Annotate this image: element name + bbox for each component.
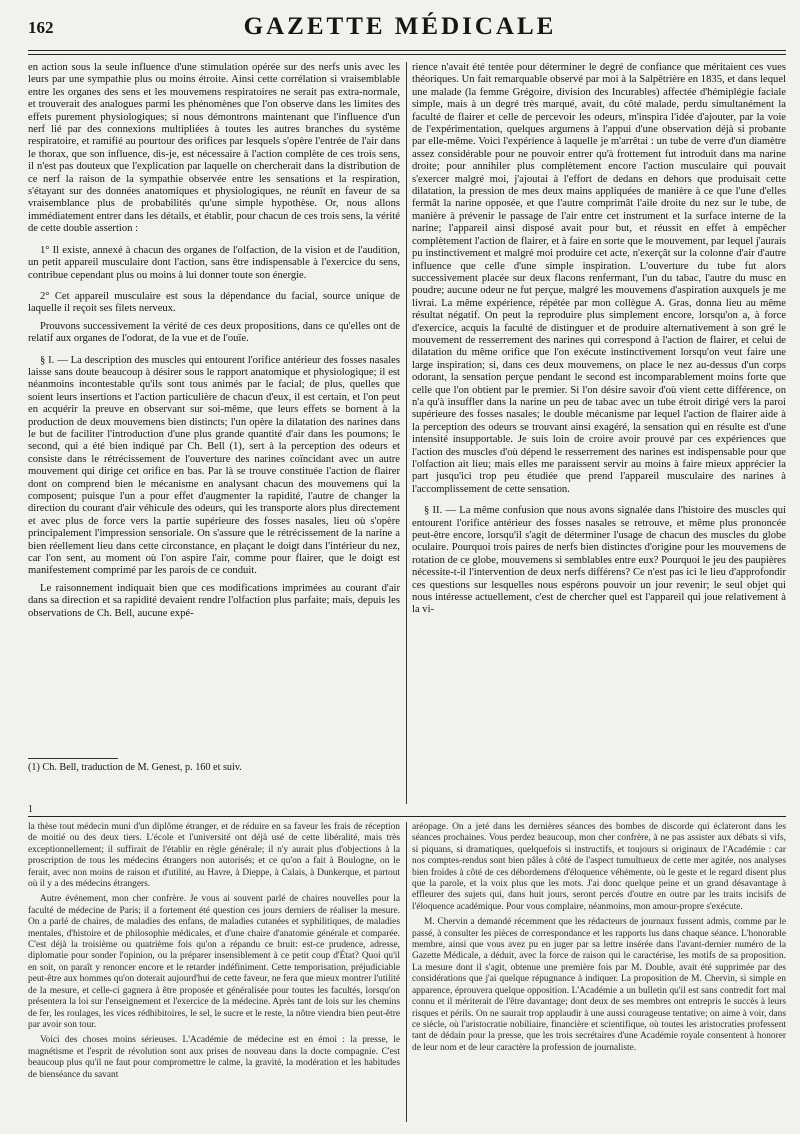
paragraph: aréopage. On a jeté dans les dernières séances des bombes de discorde qui éclateront dans les séances prochaines. Vous perdez beaucoup, mon cher confrère, à ne pas assister aux débats si vifs, si piquans, si dramatiques, quelquefois si instructifs, et toujours si originaux de l'Académie : car nos comptes-rendus sont bien pâles à côté de l'aspect tumultueux de cette mer agitée, nos analyses bien froides à côté de ces débordemens d'éloquence véhémente, où le geste et le regard disent plus que la parole, et la voix plus que les mots. J'ai donc quelque peine et un grand désavantage à effleurer des sujets qui, dans huit jours, seront percés d'outre en outre par les traits incisifs de l'éloquence académique. Pour vous complaire, néanmoins, mon amour-propre s'exécute. [412, 822, 786, 912]
paragraph: Voici des choses moins sérieuses. L'Académie de médecine est en émoi : la presse, le magnétisme et l'esprit de révolution sont aux prises de nouveau dans la docte compagnie. C'est beaucoup plus qu'il ne faut pour compromettre le calme, la gravité, la modération et les habitudes de bienséance du savant [28, 1035, 400, 1080]
paragraph: Le raisonnement indiquait bien que ces modifications imprimées au courant d'air dans sa direction et sa rapidité devaient rendre l'olfaction plus parfaite; mais, depuis les observations de Ch. Bell, aucune expé- [28, 582, 400, 619]
paragraph: Prouvons successivement la vérité de ces deux propositions, dans ce qu'elles ont de relatif aux organes de l'odorat, de la vue et de l'ouïe. [28, 320, 400, 345]
sheet-mark: 1 [28, 804, 33, 815]
paragraph: rience n'avait été tentée pour déterminer le degré de confiance que méritaient ces vues théoriques. Un fait remarquable observé par moi à la Salpêtrière en 1835, et dans lequel une malade (la femme Grégoire, division des Incurables) affectée d'hémiplégie faciale simple, mais à un degré très marqué, avait, du côté malade, perdu simultanément la faculté de flairer et celle de percevoir les odeurs, m'inspira l'idée d'ajouter, par la voie de l'expérimentation, quelques argumens à l'appui d'une observation déjà si probante par elle-même. Voici l'expérience à laquelle je m'arrêtai : un tube de verre d'un diamètre assez considérable pour ne pouvoir entrer qu'à frottement fut introduit dans ma narine droite; pour annihiler plus complètement encore l'action musculaire qui pouvait s'exercer malgré moi, j'ajoutai à l'effort de dedans en dehors que produisait cette dilatation, la pression de mes deux mains appliquées de manière à ce que l'une d'elles fermât la narine opposée, et que l'autre comprimât l'aile droite du nez sur le tube, de manière à prévenir le passage de l'air entre cet instrument et la surface interne de la narine; l'appareil ainsi disposé avait pour but, et réussit en effet à empêcher complètement l'action de flairer, et à faire en sorte que le mouvement, par lequel j'aurais pu instinctivement et malgré moi produire cet acte, n'exerçât sur la colonne d'air d'autre influence que celle d'une simple inspiration. L'ouverture du tube fut alors successivement placée sur deux flacons renfermant, l'un du tabac, l'autre du musc en poudre; aucune odeur ne fut perçue, malgré les mouvemens d'aspiration auxquels je me livrai. La même expérience, répétée par mon collègue A. Gras, donna lieu au même résultat négatif. On peut la reproduire plus simplement encore, lorsqu'on a, à force d'exercice, acquis la faculté de distinguer et de produire alternativement à son gré le mouvement de resserrement des narines qui correspond à l'action de flairer, et celui de dilatation du même orifice que l'on exécute instinctivement lorsqu'on veut faire une large inspiration; si, dans ces deux mouvemens, on place le nez au-dessus d'un corps odorant, la sensation perçue pendant le second est incomparablement moins forte que celle que l'on obtient par le premier. Si l'on désire savoir d'où vient cette différence, on n'a qu'à insuffler dans la narine un peu de tabac avec un tube étroit dirigé vers la paroi supérieure des fosses nasales; le double mécanisme par lequel l'action de flairer aide à la perception des odeurs se trouvant ainsi exagéré, la sensation qui en résulte est d'une intensité insupportable. Je suis loin de croire avoir prouvé par ces expériences que l'action des muscles d'où dépend le resserrement des narines est indispensable pour que l'olfaction ait lieu; mais elles me paraissent servir au moins à faire mieux apprécier la part jusqu'ici trop peu étudiée que prend l'appareil musculaire des narines à l'accomplissement de cette sensation. [412, 62, 786, 495]
paragraph: la thèse tout médecin muni d'un diplôme étranger, et de réduire en sa faveur les frais de réception de moitié ou des deux tiers. L'école et l'université ont déjà usé de cette libéralité, mais très exceptionnellement; il suffirait de l'établir en règle générale; il n'y aurait plus d'objections à la proscription de tous les médecins étrangers non autorisés; et ce qu'on a fait à Boulogne, on le ferait, avec non moins de raison et d'utilité, au Havre, à Dieppe, à Calais, à Dunkerque, et partout où il y a des médecins étrangers. [28, 822, 400, 890]
paragraph: en action sous la seule influence d'une stimulation opérée sur des nerfs unis avec les leurs par une sympathie plus ou moins étroite. Ainsi cette corrélation si vraisemblable entre les organes des sens et les mouvemens respiratoires ne serait pas extra-normale, et trouverait des analogues parmi les phénomènes que l'on observe dans les limites des effets purement physiologiques; si nous démontrons maintenant que l'influence d'un nerf lié par des connexions multipliées à toutes les autres branches du système respiratoire, et ramifié au pourtour des orifices par lesquels s'opère l'entrée de l'air dans le thorax, que son influence, dis-je, est nécessaire à l'action complète de ces trois sens, il n'est pas douteux que l'explication par laquelle on chercherait dans la distribution de ce nerf la raison de la sympathie observée entre les sensations et la respiration, s'étayant sur des données anatomiques et physiologiques, ne réunît en faveur de sa vraisemblance plus de probabilités qu'une simple hypothèse. Or, nous allons immédiatement entrer dans les détails, et établir, pour chacun de ces trois sens, la vérité de cette double assertion : [28, 62, 400, 235]
article-column-left [28, 62, 400, 748]
paragraph: M. Chervin a demandé récemment que les rédacteurs de journaux fussent admis, comme par le passé, à consulter les pièces de correspondance et les rapports lus dans chaque séance. L'honorable membre, ainsi que vous avez pu en juger par sa lettre insérée dans l'avant-dernier numéro de la Gazette Médicale, a déduit, avec la force de raison qui le caractérise, les motifs de sa proposition. La mesure dont il s'agit, obtenue une première fois par M. Double, avait été supprimée par des considérations que j'ai quelque répugnance à indiquer. La proposition de M. Chervin, si simple en apparence, éprouvera quelque opposition. L'Académie a un bulletin qu'il est sans contredit fort mal connu et il mériterait de l'être davantage; dont deux de ses membres ont entrepris le succès à leurs risques et périls. On ne saurait trop applaudir à une aussi courageuse tentative; on aime à voir, dans ce siècle, où l'aristocratie nobiliaire, financière et scientifique, où toutes les aristocraties professent tant de dédain pour la presse, que les trois secrétaires d'une Académie royale consentent à honorer de leur nom et de leur caractère la profession de journaliste. [412, 917, 786, 1053]
footnote-rule [28, 758, 118, 759]
footnote: (1) Ch. Bell, traduction de M. Genest, p. 160 et suiv. [28, 762, 242, 773]
feuilleton-column-right [412, 822, 786, 1122]
page-number: 162 [28, 18, 54, 37]
section-one-paragraph: § I. — La description des muscles qui entourent l'orifice antérieur des fosses nasales laisse sans doute beaucoup à désirer sous le rapport anatomique et physiologique; il est néanmoins incontestable qu'ils sont tous animés par le facial; de plus, quelles que soient leurs insertions et l'action particulière de chacun d'eux, il est certain, et l'on peut en acquérir la preuve en observant sur soi-même, que leurs effets se bornent à la production de deux mouvemens bien distincts; l'un opère la dilatation des narines dans le but de faciliter l'introduction d'une plus grande quantité d'air dans les poumons; le second, qui a été bien indiqué par Ch. Bell (1), sert à la perception des odeurs et consiste dans le rétrécissement de l'ouverture des narines coïncidant avec un autre mouvement qui dirige cet orifice en bas. Par là se trouve constituée l'action de flairer dont on comprend bien le mécanisme en analysant chacun des mouvemens qui la composent; puisque l'un a pour effet d'augmenter la rapidité, l'autre de changer la direction du courant d'air véhicule des odeurs, qui les transporte alors plus directement et avec plus de force vers la partie supérieure des fosses nasales, lieu où s'opère principalement l'impression sensoriale. On s'assure que le rétrécissement de la narine a bien réellement lieu dans cette circonstance, en plaçant le doigt dans l'intérieur du nez, car l'on sent, au moment où l'on aspire l'air, comme pour flairer, que le doigt est manifestement comprimé par les parois de ce conduit. [28, 354, 400, 577]
header-rule-thin [28, 54, 786, 55]
journal-title: GAZETTE MÉDICALE [243, 13, 557, 40]
feuilleton-column-left [28, 822, 400, 1122]
page-header [14, 10, 786, 48]
header-rule [28, 50, 786, 51]
column-divider [406, 62, 407, 804]
article-column-right [412, 62, 786, 800]
paragraph: 2° Cet appareil musculaire est sous la dépendance du facial, source unique de laquelle il reçoit ses filets nerveux. [28, 290, 400, 315]
paragraph: Autre événement, mon cher confrère. Je vous ai souvent parlé de chaires nouvelles pour la faculté de médecine de Paris; il a fortement été question ces jours derniers de réaliser la mesure. On a parlé de chaires, de maladies des enfans, de maladies cutanées et syphilitiques, de maladies mentales, d'histoire et de philosophie médicales, et d'une chaire d'anatomie générale et comparée. C'est déjà la troisième ou quatrième fois qu'on a répandu ce bruit: est-ce prudence, adresse, diplomatie pour sonder l'opinion, ou la préparer insensiblement à ce petit coup d'État? Quoi qu'il en soit, on paraît y renoncer encore et le retarder indéfiniment. Cette temporisation, préjudiciable peut-être aux hommes qu'on doterait aujourd'hui de cette faveur, ne fera que mieux montrer l'utilité de la mesure, et celle-ci gagnera à être proposée et généralisée pour toutes les facultés, lorsqu'on présentera la loi sur l'enseignement et l'exercice de la médecine. Après tant de lois sur les chemins de fer, les roulages, les vices rédhibitoires, le sel, le sucre et le reste, la nôtre viendra bien peut-être par avoir son tour. [28, 894, 400, 1030]
feuilleton-rule [28, 816, 786, 817]
newspaper-page [14, 10, 786, 1126]
paragraph: 1° Il existe, annexé à chacun des organes de l'olfaction, de la vision et de l'audition, un petit appareil musculaire dont l'action, sans être indispensable à l'exercice du sens, contribue cependant plus ou moins à lui donner toute son énergie. [28, 244, 400, 281]
feuilleton-divider [406, 822, 407, 1122]
section-two-paragraph: § II. — La même confusion que nous avons signalée dans l'histoire des muscles qui entourent l'orifice antérieur des fosses nasales se retrouve, et même plus prononcée peut-être encore, lorsqu'il s'agit de déterminer l'usage de chacun des muscles du globe oculaire. Pourquoi trois paires de nerfs bien distinctes d'origine pour les mouvemens de rotation de ce globe, mouvemens si semblables entre eux? Pourquoi le jeu des paupières nécessite-t-il l'intervention de deux nerfs différens? Ce n'est pas ici le lieu d'approfondir ces questions sur lesquelles nous espérons pouvoir un jour revenir; le seul objet qui nous intéresse actuellement, c'est de chercher quel est l'appareil qui joue relativement à la vi- [412, 505, 786, 616]
